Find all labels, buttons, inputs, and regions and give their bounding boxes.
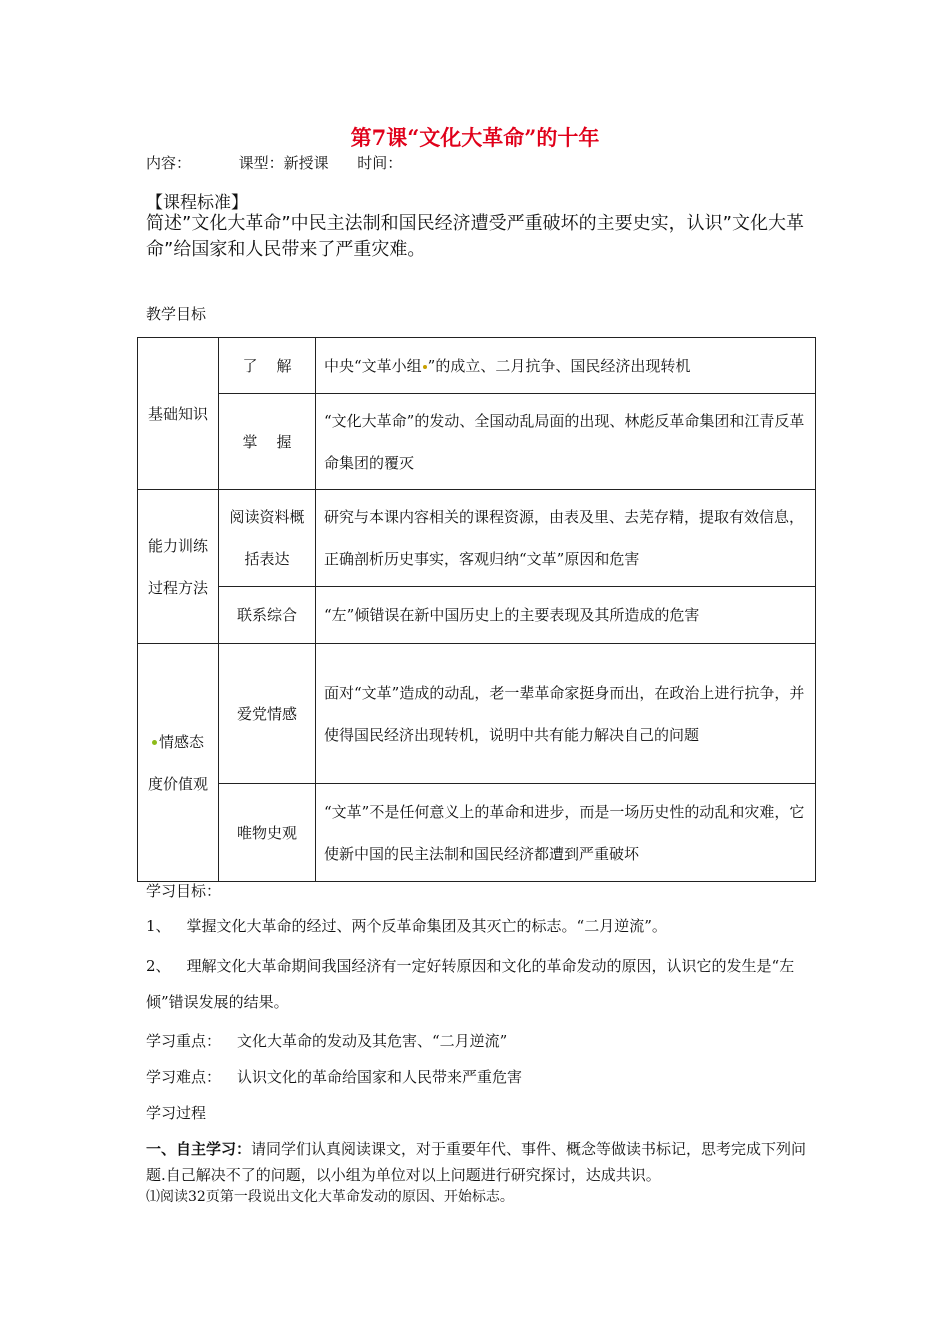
- table-row: [138, 490, 816, 587]
- difficulty-label: 学习难点：: [146, 1068, 222, 1086]
- key-text: 文化大革命的发动及其危害、“二月逆流”: [237, 1032, 508, 1050]
- self-study-paragraph: [146, 1136, 808, 1188]
- sub-label: [219, 338, 316, 394]
- objective-cell: “文化大革命”的发动、全国动乱局面的出现、林彪反革命集团和江青反革命集团的覆灭: [316, 394, 816, 490]
- standard-heading: 【课程标准】: [146, 193, 248, 213]
- sub-label-text: 联系综合: [236, 606, 297, 624]
- goal-number: 2、: [146, 957, 171, 975]
- objective-cell: 研究与本课内容相关的课程资源，由表及里、去芜存精，提取有效信息，正确剖析历史事实，客观归纳“文革”原因和危害: [316, 490, 816, 587]
- objective-cell: “左”倾错误在新中国历史上的主要表现及其所造成的危害: [316, 587, 816, 644]
- goal-text: 理解文化大革命期间我国经济有一定好转原因和文化的革命发动的原因，认识它的发生是“左倾”错误发展的结果。: [146, 957, 795, 1011]
- learning-goal-1: [146, 915, 667, 936]
- sub-label-text: 阅读资料概括表达: [229, 508, 305, 568]
- standard-text: 简述”文化大革命”中民主法制和国民经济遭受严重破坏的主要史实，认识”文化大革命”给国家和人民带来了严重灾难。: [146, 213, 804, 260]
- difficulty-text: 认识文化的革命给国家和人民带来严重危害: [237, 1068, 523, 1086]
- group-label-values: [138, 644, 219, 882]
- table-row: [138, 338, 816, 394]
- self-study-text: 请同学们认真阅读课文，对于重要年代、事件、概念等做读书标记，思考完成下列问题.自己解决不了的问题，以小组为单位对以上问题进行研究探讨，达成共识。: [146, 1140, 807, 1184]
- sub-label: [219, 644, 316, 784]
- self-study-label: 一、自主学习：: [146, 1140, 252, 1158]
- table-row: [138, 644, 816, 784]
- mark-dot: [423, 365, 427, 369]
- table-row: [138, 394, 816, 490]
- objectives-label: 教学目标: [146, 305, 207, 323]
- goal-number: 1、: [146, 917, 171, 935]
- learning-goal-2: [146, 948, 814, 1020]
- goal-text: 掌握文化大革命的经过、两个反革命集团及其灭亡的标志。“二月逆流”。: [186, 917, 667, 935]
- table-row: [138, 784, 816, 882]
- question-1: ⑴阅读32页第一段说出文化大革命发动的原因、开始标志。: [146, 1189, 514, 1205]
- sub-label: [219, 394, 316, 490]
- sub-label-text: 了 解: [242, 356, 292, 375]
- group-label-ability: [138, 490, 219, 644]
- objective-cell: [316, 338, 816, 394]
- key-label: 学习重点：: [146, 1032, 222, 1050]
- objectives-table: [137, 337, 816, 882]
- sub-label: [219, 784, 316, 882]
- objective-text: ”的成立、二月抗争、国民经济出现转机: [427, 356, 691, 375]
- sub-label-text: 掌 握: [242, 432, 292, 451]
- sub-label: [219, 587, 316, 644]
- difficult-point: [146, 1066, 522, 1087]
- objective-text: 中央“文革小组: [324, 356, 422, 375]
- group-label-text: 能力训练过程方法: [147, 536, 208, 597]
- group-label-text: 情感态度价值观: [147, 732, 208, 793]
- group-label-text: 基础知识: [147, 404, 208, 423]
- key-point: [146, 1030, 507, 1051]
- lesson-meta: 内容： 课型：新授课 时间：: [146, 154, 403, 172]
- lesson-title: 第7课“文化大革命”的十年: [350, 125, 600, 150]
- mark-dot: [152, 740, 157, 745]
- objective-cell: 面对“文革”造成的动乱，老一辈革命家挺身而出，在政治上进行抗争，并使得国民经济出现转机，说明中共有能力解决自己的问题: [316, 644, 816, 784]
- sub-label-text: 唯物史观: [236, 823, 297, 842]
- group-label-knowledge: [138, 338, 219, 490]
- table-row: [138, 587, 816, 644]
- sub-label-text: 爱党情感: [236, 704, 297, 723]
- learning-goals-label: 学习目标：: [146, 882, 222, 900]
- sub-label: [219, 490, 316, 587]
- process-label: 学习过程: [146, 1104, 207, 1122]
- objective-cell: “文革”不是任何意义上的革命和进步，而是一场历史性的动乱和灾难，它使新中国的民主法制和国民经济都遭到严重破坏: [316, 784, 816, 882]
